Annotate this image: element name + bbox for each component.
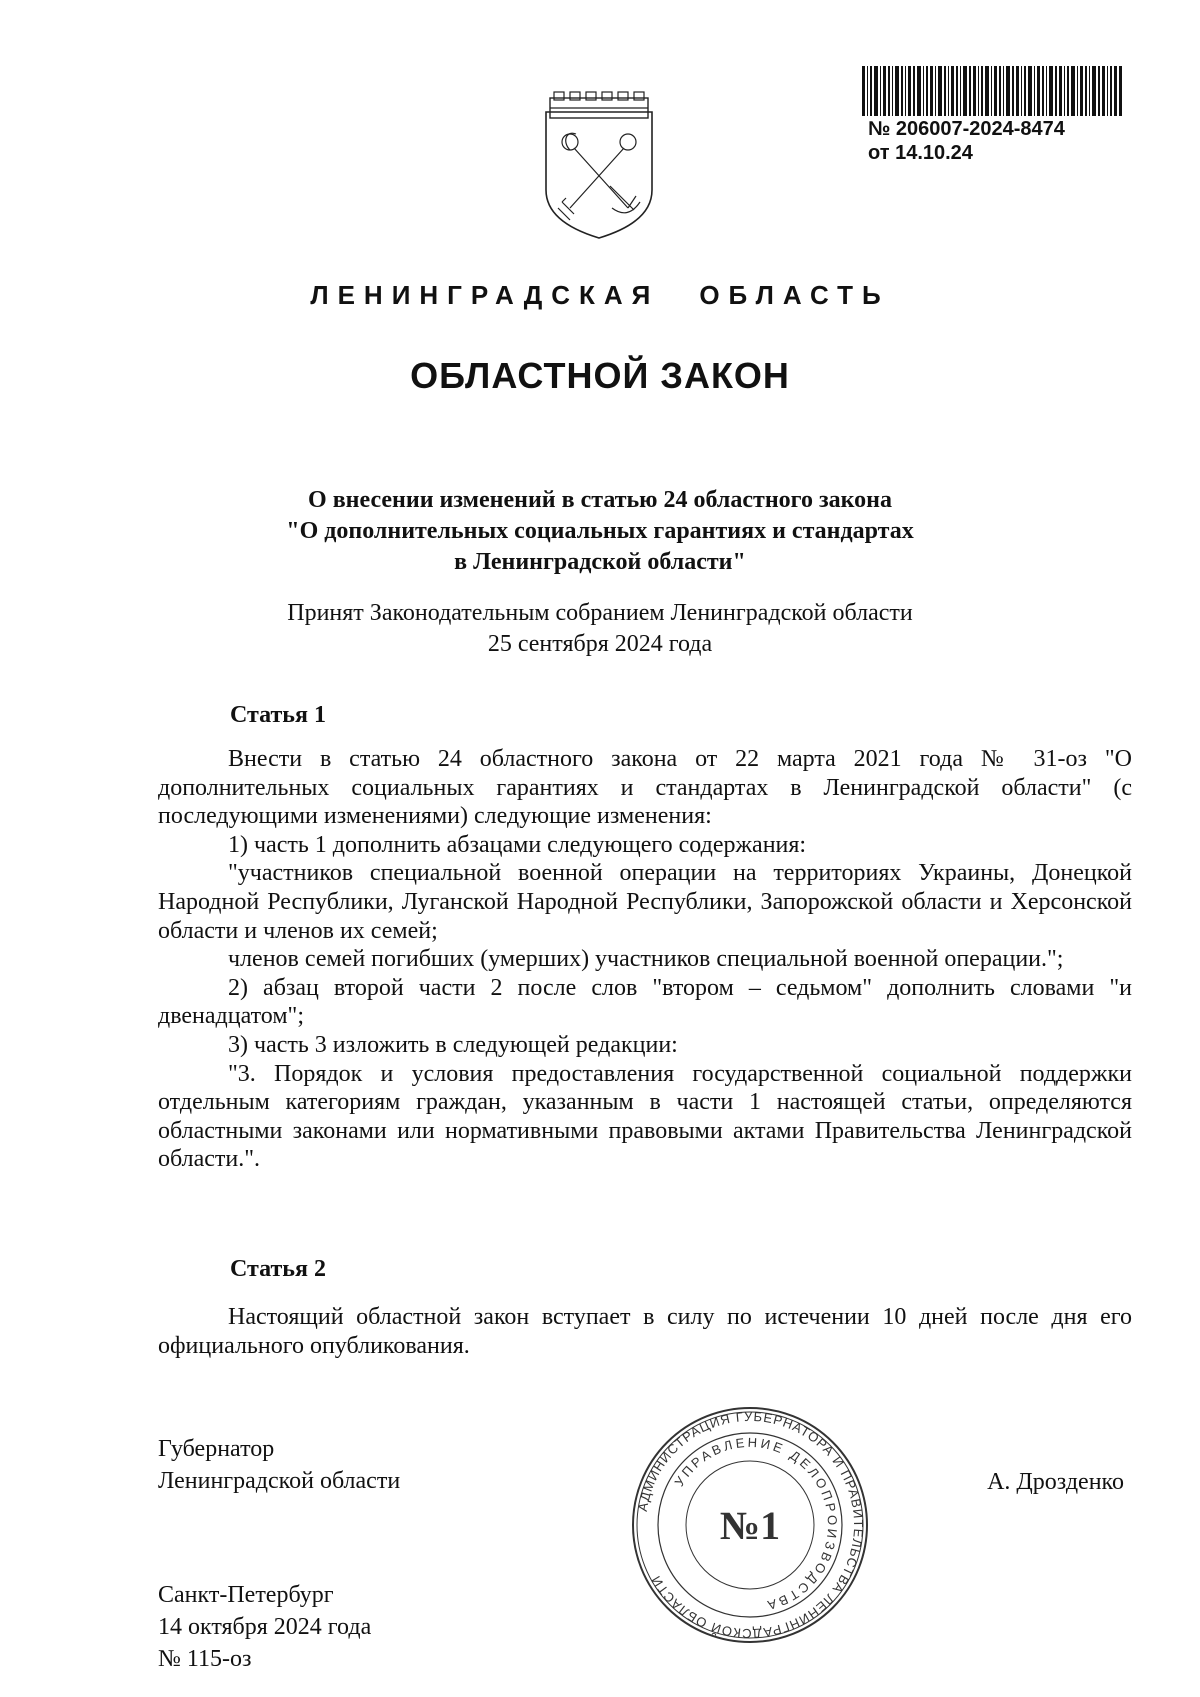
city: Санкт-Петербург [158, 1582, 334, 1608]
region-word-2: ОБЛАСТЬ [699, 280, 890, 310]
place-and-date [158, 1579, 371, 1675]
seal-outer-text: АДМИНИСТРАЦИЯ ГУБЕРНАТОРА И ПРАВИТЕЛЬСТВА ЛЕНИНГРАДСКОЙ ОБЛАСТИ [634, 1408, 867, 1642]
article-paragraph: "3. Порядок и условия предоставления государственной социальной поддержки отдельным категориям граждан, указанным в части 1 настоящей статьи, определяются областными законами или нормативными правовыми актами Правительства Ленинградской области.". [158, 1060, 1132, 1173]
article-2-body [158, 1303, 1132, 1360]
official-seal-stamp [630, 1405, 870, 1645]
registration-date: от 14.10.24 [868, 142, 973, 164]
law-number: № 115-оз [158, 1646, 252, 1672]
article-2-heading: Статья 2 [230, 1256, 326, 1282]
article-paragraph: 3) часть 3 изложить в следующей редакции: [228, 1031, 678, 1058]
article-paragraph: "участников специальной военной операции на территориях Украины, Донецкой Народной Республики, Луганской Народной Республики, Запорожской области и Херсонской области и членов их семей; [158, 860, 1132, 944]
law-title-line: "О дополнительных социальных гарантиях и стандартах [286, 518, 914, 544]
document-type-heading: ОБЛАСТНОЙ ЗАКОН [410, 355, 790, 396]
registration-number: № 206007-2024-8474 [868, 118, 1065, 140]
law-title-line: в Ленинградской области" [454, 549, 746, 575]
adoption-note-line: 25 сентября 2024 года [487, 631, 713, 657]
seal-inner-text: УПРАВЛЕНИЕ ДЕЛОПРОИЗВОДСТВА [671, 1434, 841, 1614]
article-paragraph: членов семей погибших (умерших) участников специальной военной операции."; [228, 946, 1064, 973]
signatory-name: А. Дрозденко [987, 1469, 1124, 1495]
article-paragraph: 2) абзац второй части 2 после слов "втором – седьмом" дополнить словами "и двенадцатом"; [158, 974, 1132, 1030]
barcode-image [862, 66, 1122, 116]
region-heading [0, 280, 1200, 311]
region-word-1: ЛЕНИНГРАДСКАЯ [310, 280, 660, 310]
adoption-note [150, 598, 1050, 660]
seal-center-number: №1 [719, 1503, 781, 1548]
article-paragraph: Настоящий областной закон вступает в силу по истечении 10 дней после дня его официального опубликования. [158, 1304, 1132, 1359]
law-title [150, 485, 1050, 578]
signing-date: 14 октября 2024 года [158, 1614, 372, 1640]
law-title-line: О внесении изменений в статью 24 областного закона [308, 487, 892, 513]
article-paragraph: 1) часть 1 дополнить абзацами следующего содержания: [228, 831, 807, 858]
article-1-body [158, 745, 1132, 1174]
signatory-position-line: Ленинградской области [158, 1468, 401, 1494]
adoption-note-line: Принят Законодательным собранием Ленинградской области [287, 600, 913, 626]
article-1-heading: Статья 1 [230, 702, 326, 728]
signatory-position-line: Губернатор [158, 1436, 275, 1462]
coat-of-arms-emblem [540, 90, 658, 240]
article-paragraph: Внести в статью 24 областного закона от 22 марта 2021 года № 31-оз "О дополнительных социальных гарантиях и стандартах в Ленинградской области" (с последующими изменениями) следующие изменения: [158, 746, 1132, 830]
signatory-position [158, 1433, 400, 1497]
